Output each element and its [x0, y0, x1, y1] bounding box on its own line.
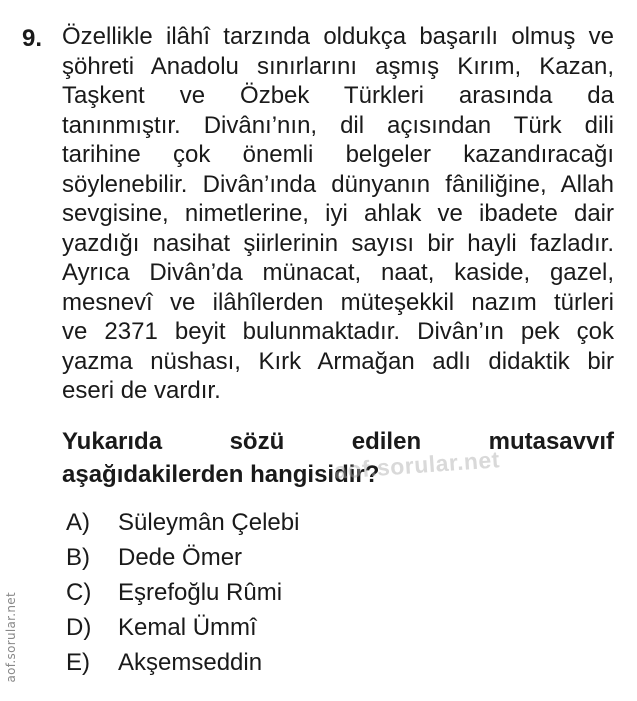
- question-line: yazma nüshası, Kırk Armağan adlı didaktik bir: [62, 347, 614, 375]
- question-line: sevgisine, nimetlerine, iyi ahlak ve ibadete dair: [62, 200, 614, 227]
- side-watermark: aof.sorular.net: [4, 592, 18, 683]
- question-line: Taşkent ve Özbek Türkleri arasında da: [62, 82, 614, 109]
- question-line: mesnevî ve ilâhîlerden müteşekkil nazım türleri: [62, 288, 614, 316]
- option-text: Süleymân Çelebi: [118, 509, 300, 536]
- question-line: Özellikle ilâhî tarzında oldukça başarılı olmuş ve: [62, 23, 614, 50]
- prompt-line: aşağıdakilerden hangisidir?: [62, 461, 380, 488]
- question-line: şöhreti Anadolu sınırlarını aşmış Kırım, Kazan,: [62, 52, 614, 80]
- question-line: ve 2371 beyit bulunmaktadır. Divân’ın pek çok: [62, 318, 614, 345]
- option-letter: B): [66, 544, 90, 571]
- prompt-line: Yukarıda sözü edilen mutasavvıf: [62, 428, 614, 455]
- question-line: yazdığı nasihat şiirlerinin sayısı bir hayli fazladır.: [62, 229, 614, 257]
- question-line: Ayrıca Divân’da münacat, naat, kaside, gazel,: [62, 259, 614, 286]
- question-line: tarihine çok önemli belgeler kazandıracağı: [62, 141, 614, 168]
- question-line: söylenebilir. Divân’ında dünyanın fâniliğine, Allah: [62, 170, 614, 198]
- option-letter: D): [66, 614, 92, 641]
- option-text: Kemal Ümmî: [118, 614, 257, 641]
- option-letter: E): [66, 649, 90, 676]
- option-text: Eşrefoğlu Rûmi: [118, 579, 283, 606]
- option-text: Akşemseddin: [118, 649, 263, 676]
- question-line: eseri de vardır.: [62, 377, 221, 404]
- option-text: Dede Ömer: [118, 544, 243, 571]
- option-letter: A): [66, 509, 90, 536]
- watermark: aof.sorular.net: [333, 446, 501, 484]
- question-line: tanınmıştır. Divânı’nın, dil açısından Türk dili: [62, 111, 614, 139]
- question-number: 9.: [22, 25, 43, 52]
- question-prompt: [62, 425, 614, 491]
- question-text: [62, 22, 614, 406]
- option-letter: C): [66, 579, 92, 606]
